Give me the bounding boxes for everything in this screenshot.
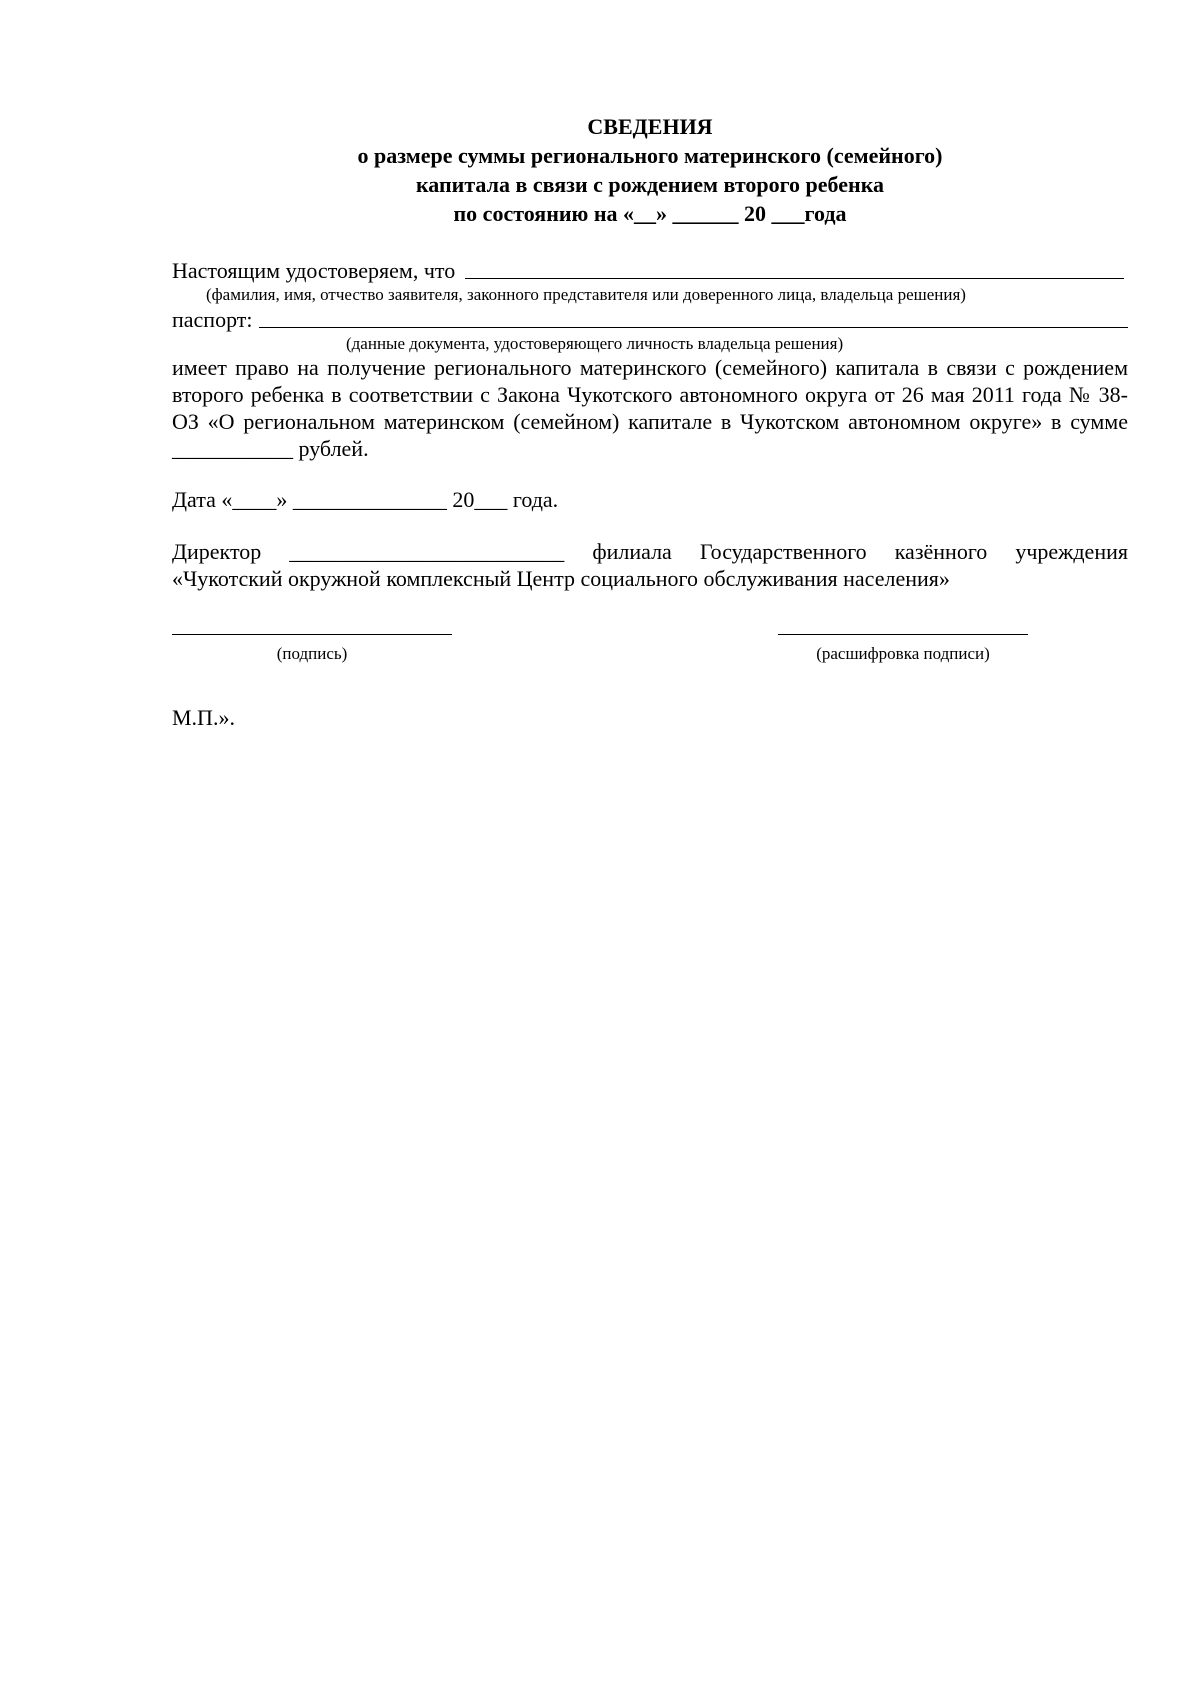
- passport-data-blank: [259, 305, 1128, 328]
- document-heading: СВЕДЕНИЯ: [587, 114, 713, 139]
- date-line: Дата «____» ______________ 20___ года.: [172, 487, 559, 512]
- stamp-mark: М.П.».: [172, 705, 235, 730]
- entitlement-paragraph: имеет право на получение регионального материнского (семейного) капитала в связи с рождением второго ребенка в соответствии с Закона Чукотского автономного округа от 26 мая 2011 года № 38-ОЗ «О региональном материнском (семейном) капитале в Чукотском автономном округе» в сумме ___________ рублей.: [172, 355, 1128, 461]
- signature-line: [172, 634, 452, 635]
- document-subtitle-line-1: о размере суммы регионального материнского (семейного): [357, 143, 943, 168]
- document-title-block: [172, 112, 1128, 228]
- document-subtitle-line-3: по состоянию на «__» ______ 20 ___года: [453, 201, 847, 226]
- applicant-name-caption: (фамилия, имя, отчество заявителя, законного представителя или доверенного лица, владельца решения): [206, 285, 966, 304]
- document-page: [172, 112, 1128, 732]
- signature-decode-caption: (расшифровка подписи): [816, 644, 990, 663]
- passport-data-caption: (данные документа, удостоверяющего личность владельца решения): [346, 334, 844, 353]
- director-paragraph: Директор _________________________ филиала Государственного казённого учреждения «Чукотский окружной комплексный Центр социального обслуживания населения»: [172, 539, 1128, 591]
- certify-label: Настоящим удостоверяем, что: [172, 258, 456, 283]
- passport-label: паспорт:: [172, 307, 253, 332]
- signature-row: [172, 634, 1128, 694]
- document-subtitle-line-2: капитала в связи с рождением второго ребенка: [415, 172, 885, 197]
- passport-row: [172, 305, 1128, 334]
- applicant-name-blank: [465, 256, 1124, 279]
- certify-row: [172, 256, 1128, 285]
- signature-caption: (подпись): [276, 644, 348, 663]
- signature-decode-line: [778, 634, 1028, 635]
